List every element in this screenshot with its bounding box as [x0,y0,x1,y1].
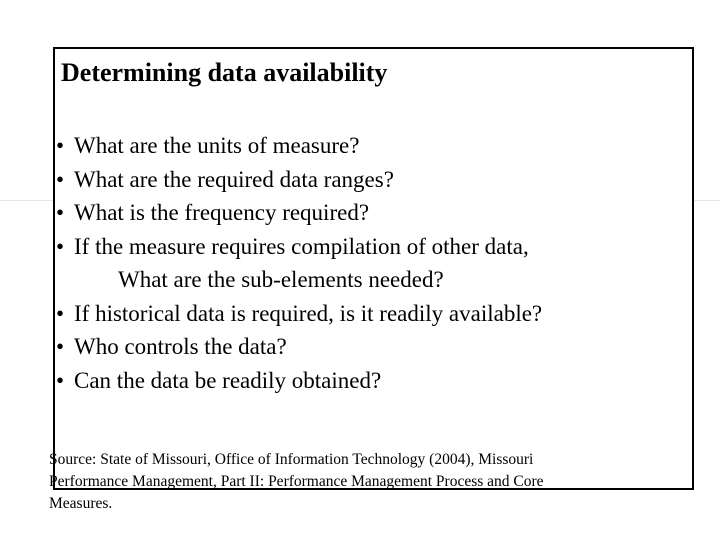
bullet-list [56,129,542,397]
bullet-text: If the measure requires compilation of other data, [74,233,529,259]
bullet-icon: • [56,133,65,158]
bullet-text: What is the frequency required? [74,200,370,225]
bullet-item [56,196,542,230]
source-line: Performance Management, Part II: Performance Management Process and Core [49,473,544,490]
bullet-item [56,129,542,163]
bullet-continuation: What are the sub-elements needed? [118,267,444,292]
source-line: Source: State of Missouri, Office of Information Technology (2004), Missouri [49,451,534,468]
bullet-item [56,163,542,197]
bullet-item [56,230,542,264]
source-line: Measures. [49,495,113,512]
bullet-icon: • [56,300,65,326]
bullet-text: What are the units of measure? [74,133,360,158]
bullet-text: Who controls the data? [74,334,287,359]
bullet-item [56,364,542,398]
bullet-icon: • [56,233,65,259]
bullet-item [56,330,542,364]
bullet-icon: • [56,166,65,192]
bullet-text: If historical data is required, is it readily available? [74,300,543,326]
source-citation [49,449,649,515]
bullet-text: Can the data be readily obtained? [74,367,382,393]
bullet-item [56,297,542,331]
bullet-icon: • [56,367,65,393]
bullet-icon: • [56,200,65,225]
slide-title: Determining data availability [61,58,388,87]
bullet-text: What are the required data ranges? [74,166,394,192]
bullet-icon: • [56,334,65,359]
